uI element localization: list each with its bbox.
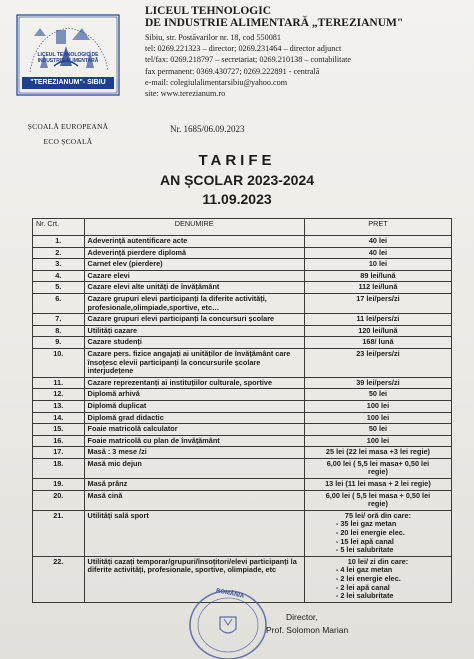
row-denumire-cell: Cazare grupuri elevi participanți la concursuri școlare <box>84 314 304 326</box>
row-denumire-cell: Cazare pers. fizice angajați ai unităților de învățământ care însoțesc elevii participanți la concursurile școlare interjudețene <box>84 348 304 377</box>
row-number-cell: 12. <box>33 389 85 401</box>
row-pret-cell <box>304 270 451 282</box>
pret-line: - 20 lei energie elec. <box>335 528 405 538</box>
school-logo <box>16 14 120 96</box>
row-number-cell: 21. <box>33 510 85 556</box>
row-number-cell: 1. <box>33 236 85 248</box>
row-number-cell: 10. <box>33 348 85 377</box>
pret-line: 25 lei (22 lei masa +3 lei regie) <box>325 447 430 457</box>
row-denumire-cell: Masă prânz <box>84 479 304 491</box>
row-number-cell: 2. <box>33 247 85 259</box>
row-number-cell: 8. <box>33 325 85 337</box>
row-number-cell: 20. <box>33 490 85 510</box>
table-row <box>33 236 452 248</box>
row-number-cell: 14. <box>33 412 85 424</box>
fax-line: fax permanent: 0369.430727; 0269.222891 - centrală <box>145 66 320 76</box>
pret-line: 112 lei/lună <box>358 282 398 292</box>
row-denumire-cell: Carnet elev (pierdere) <box>84 259 304 271</box>
row-number-cell: 4. <box>33 270 85 282</box>
pret-line: 100 lei <box>366 400 390 410</box>
school-label-european: ȘCOALĂ EUROPEANĂ <box>27 122 109 131</box>
row-denumire-cell: Adeverință pierdere diplomă <box>84 247 304 259</box>
site-line: site: www.terezianum.ro <box>145 89 226 99</box>
institution-name-line-1: LICEUL TEHNOLOGIC <box>145 5 272 17</box>
column-header-pret: PRET <box>304 219 451 236</box>
table-row <box>33 259 452 271</box>
document-subtitle: AN ȘCOLAR 2023-2024 <box>159 172 315 188</box>
row-denumire-cell: Diplomă duplicat <box>84 400 304 412</box>
tariff-table-header <box>33 219 452 236</box>
pret-line: 6,00 lei ( 5,5 lei masa+ 0,50 lei <box>326 458 430 468</box>
table-row <box>33 325 452 337</box>
pret-line: regie) <box>368 467 388 477</box>
pret-line: - 35 lei gaz metan <box>335 519 397 529</box>
address-line: Sibiu, str. Postăvarilor nr. 18, cod 550081 <box>145 33 281 42</box>
row-denumire-cell: Cazare reprezentanți ai instituțiilor culturale, sportive <box>84 377 304 389</box>
table-row <box>33 282 452 294</box>
table-row <box>33 447 452 459</box>
pret-line: 6,00 lei ( 5,5 lei masa + 0,50 lei <box>325 490 431 500</box>
row-number-cell: 6. <box>33 293 85 313</box>
official-stamp <box>186 585 270 659</box>
row-denumire-cell: Adeverință autentificare acte <box>84 236 304 248</box>
signature-role: Director, <box>286 612 318 622</box>
registration-number: Nr. 1685/06.09.2023 <box>170 124 245 134</box>
table-row <box>33 293 452 313</box>
row-denumire-cell: Cazare elevi <box>84 270 304 282</box>
row-number-cell: 3. <box>33 259 85 271</box>
logo-arc-text: LICEUL TEHNOLOGIC DE INDUSTRIE ALIMENTARĂ <box>37 52 99 64</box>
table-row <box>33 412 452 424</box>
row-pret-cell <box>304 479 451 491</box>
row-pret-cell <box>304 458 451 478</box>
signature-name: Prof. Solomon Marian <box>266 625 349 635</box>
pret-line: - 2 lei apă canal <box>335 582 390 592</box>
pret-line: 10 lei/ zi din care: <box>347 556 409 566</box>
document-title: TARIFE <box>198 152 276 169</box>
row-denumire-cell: Diplomă grad didactic <box>84 412 304 424</box>
institution-name-line-2: DE INDUSTRIE ALIMENTARĂ „TEREZIANUM" <box>145 17 404 29</box>
row-denumire-cell: Utilități cazare <box>84 325 304 337</box>
table-row <box>33 247 452 259</box>
table-row <box>33 389 452 401</box>
table-row <box>33 510 452 556</box>
row-denumire-cell: Masă : 3 mese /zi <box>84 447 304 459</box>
email-line: e-mail: colegiulalimentarsibiu@yahoo.com <box>145 77 288 87</box>
table-row <box>33 490 452 510</box>
pret-line: 120 lei/lună <box>358 325 398 335</box>
row-number-cell: 9. <box>33 337 85 349</box>
row-number-cell: 18. <box>33 458 85 478</box>
phone-line-2: tel/fax: 0269.218797 – secretariat; 0269.210138 – contabilitate <box>145 55 351 65</box>
table-row <box>33 400 452 412</box>
pret-line: 17 lei/pers/zi <box>356 293 400 303</box>
column-header-nr: Nr. Crt. <box>33 219 85 236</box>
row-pret-cell <box>304 556 451 602</box>
pret-line: - 2 lei energie elec. <box>335 574 401 583</box>
row-pret-cell <box>304 510 451 556</box>
row-pret-cell <box>304 282 451 294</box>
pret-line: 100 lei <box>366 435 390 445</box>
row-number-cell: 7. <box>33 314 85 326</box>
row-pret-cell <box>304 400 451 412</box>
pret-line: - 5 lei salubritate <box>335 545 394 555</box>
row-number-cell: 15. <box>33 424 85 436</box>
row-pret-cell <box>304 293 451 313</box>
pret-line: 10 lei <box>368 259 388 269</box>
table-row <box>33 424 452 436</box>
pret-line: 39 lei/pers/zi <box>356 377 400 387</box>
pret-line: 50 lei <box>368 389 388 399</box>
row-number-cell: 22. <box>33 556 85 602</box>
pret-line: 40 lei <box>368 247 388 257</box>
table-row <box>33 377 452 389</box>
pret-line: regie) <box>368 499 388 509</box>
table-row <box>33 348 452 377</box>
pret-line: - 2 lei salubritate <box>335 591 394 601</box>
row-pret-cell <box>304 377 451 389</box>
row-number-cell: 5. <box>33 282 85 294</box>
phone-line-1: tel: 0269.221323 – director; 0269.231464 – director adjunct <box>145 44 342 54</box>
school-label-eco: ECO ȘCOALĂ <box>43 137 93 146</box>
pret-line: - 4 lei gaz metan <box>335 565 393 575</box>
row-pret-cell <box>304 337 451 349</box>
row-pret-cell <box>304 259 451 271</box>
row-denumire-cell: Foaie matricolă calculator <box>84 424 304 436</box>
logo-band-text: "TEREZIANUM"- SIBIU <box>30 79 106 86</box>
row-denumire-cell: Masă mic dejun <box>84 458 304 478</box>
table-row <box>33 435 452 447</box>
pret-line: 89 lei/lună <box>360 270 396 280</box>
institution-block <box>145 5 465 99</box>
pret-line: 100 lei <box>366 412 390 422</box>
column-header-denumire: DENUMIRE <box>84 219 304 236</box>
pret-line: 11 lei/pers/zi <box>356 314 400 324</box>
row-denumire-cell: Utilități sală sport <box>84 510 304 556</box>
row-pret-cell <box>304 435 451 447</box>
table-row <box>33 458 452 478</box>
row-pret-cell <box>304 389 451 401</box>
row-pret-cell <box>304 412 451 424</box>
row-pret-cell <box>304 325 451 337</box>
table-row <box>33 337 452 349</box>
row-denumire-cell: Utilități cazați temporar/grupuri/însoțitori/elevi participanți la diferite activități, profesionale, sportive, olimpiade, etc <box>84 556 304 602</box>
row-number-cell: 11. <box>33 377 85 389</box>
row-pret-cell <box>304 424 451 436</box>
pret-line: 40 lei <box>368 236 388 245</box>
pret-line: 50 lei <box>368 424 388 434</box>
table-row <box>33 314 452 326</box>
pret-line: 13 lei (11 lei masa + 2 lei regie) <box>325 479 431 489</box>
tariff-table-body <box>33 236 452 603</box>
pret-line: 75 lei/ oră din care: <box>344 510 411 520</box>
row-pret-cell <box>304 314 451 326</box>
pret-line: - 15 lei apă canal <box>335 536 394 546</box>
document-date: 11.09.2023 <box>202 191 272 207</box>
pret-line: 23 lei/pers/zi <box>356 348 400 358</box>
row-denumire-cell: Diplomă arhivă <box>84 389 304 401</box>
row-pret-cell <box>304 247 451 259</box>
table-row <box>33 479 452 491</box>
row-number-cell: 17. <box>33 447 85 459</box>
tariff-table <box>32 218 452 603</box>
row-denumire-cell: Cazare grupuri elevi participanți la diferite activități, profesionale,olimpiade,sportive, etc… <box>84 293 304 313</box>
row-denumire-cell: Foaie matricolă cu plan de învățământ <box>84 435 304 447</box>
row-pret-cell <box>304 348 451 377</box>
row-number-cell: 16. <box>33 435 85 447</box>
row-number-cell: 13. <box>33 400 85 412</box>
row-pret-cell <box>304 447 451 459</box>
row-pret-cell <box>304 236 451 248</box>
row-denumire-cell: Masă cină <box>84 490 304 510</box>
row-pret-cell <box>304 490 451 510</box>
stamp-text: ROMÂNIA <box>215 588 245 600</box>
row-denumire-cell: Cazare elevi alte unități de învățământ <box>84 282 304 294</box>
row-number-cell: 19. <box>33 479 85 491</box>
row-denumire-cell: Cazare studenți <box>84 337 304 349</box>
pret-line: 168/ lună <box>362 337 394 347</box>
table-row <box>33 270 452 282</box>
